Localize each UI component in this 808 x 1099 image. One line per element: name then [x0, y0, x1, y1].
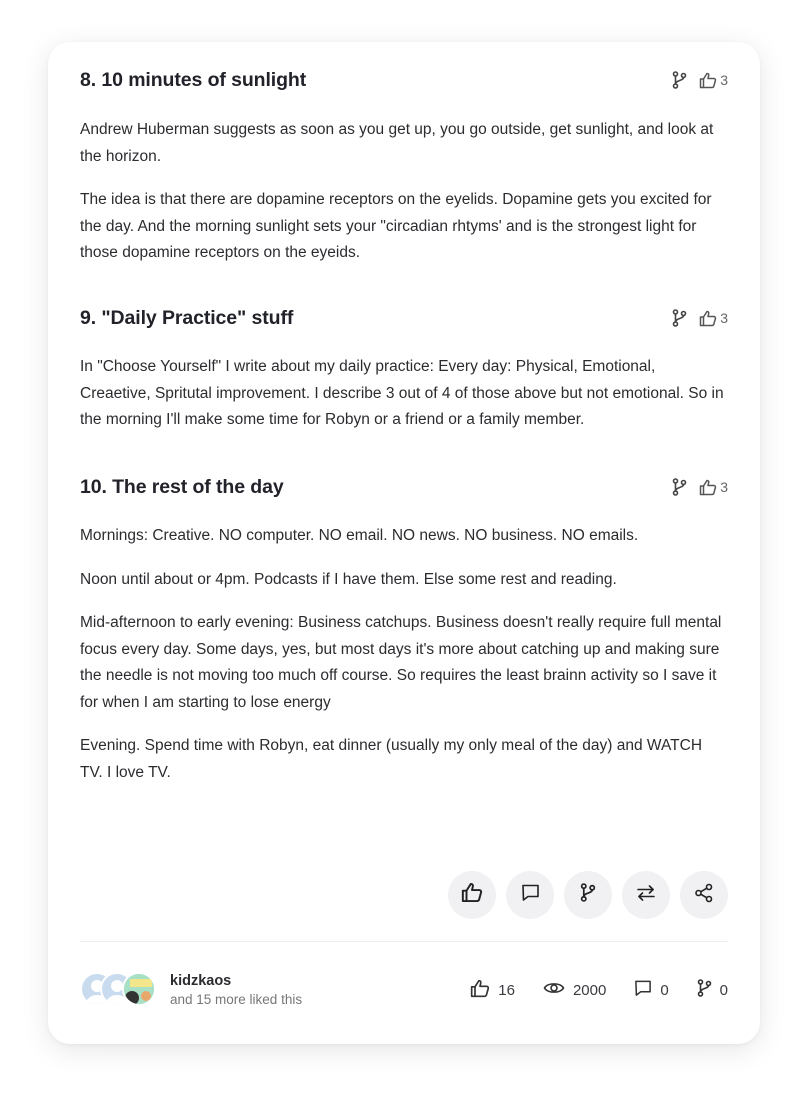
fork-icon[interactable]: [672, 71, 687, 89]
post-card: [48, 42, 760, 1044]
liker-avatars[interactable]: [80, 970, 160, 1010]
section-header: [80, 473, 728, 501]
liker-more[interactable]: and 15 more liked this: [170, 992, 303, 1007]
comment-icon: [634, 979, 652, 1001]
like-button[interactable]: [448, 871, 496, 919]
comment-button[interactable]: [506, 871, 554, 919]
section-actions: [672, 309, 728, 327]
paragraph: The idea is that there are dopamine receptors on the eyelids. Dopamine gets you excited for the day. And the morning sunlight sets your "circadian rhtyms' and is the strongest light for those dopamine receptors on the eyeids.: [80, 191, 712, 261]
section-actions: [672, 71, 728, 89]
section-header: [80, 66, 728, 94]
thumbs-up-icon: [699, 310, 717, 327]
section-like-count: 3: [720, 72, 728, 88]
section-like-count: 3: [720, 310, 728, 326]
repost-button[interactable]: [622, 871, 670, 919]
post-stats: [470, 979, 728, 1002]
eye-icon: [543, 980, 565, 1000]
section-like-button[interactable]: [699, 72, 728, 89]
thumbs-up-icon: [699, 479, 717, 496]
section-like-button[interactable]: [699, 479, 728, 496]
fork-icon[interactable]: [672, 309, 687, 327]
fork-icon: [697, 979, 712, 1001]
avatar: [122, 972, 156, 1006]
thumbs-up-icon: [470, 979, 490, 1002]
section-like-count: 3: [720, 479, 728, 495]
fork-icon: [580, 883, 596, 907]
liker-info: [170, 973, 302, 1007]
paragraph: Andrew Huberman suggests as soon as you get up, you go outside, get sunlight, and look at the horizon.: [80, 121, 714, 165]
paragraph: In "Choose Yourself" I write about my daily practice: Every day: Physical, Emotional, Creaetive, Spritutal improvement. I describe 3 out of 4 of those above but not emotional. So in the morning I'll make some time for Robyn or a friend or a family member.: [80, 358, 724, 428]
post-actions: [448, 871, 728, 919]
footer-divider: [80, 941, 728, 942]
paragraph: Mornings: Creative. NO computer. NO email. NO news. NO business. NO emails.: [80, 527, 639, 544]
section-title: 10. The rest of the day: [80, 475, 284, 498]
comments-stat[interactable]: [634, 979, 668, 1001]
likes-count: 16: [498, 981, 515, 999]
paragraph: Noon until about or 4pm. Podcasts if I have them. Else some rest and reading.: [80, 570, 617, 588]
likes-stat[interactable]: [470, 979, 515, 1002]
post-footer: [80, 968, 728, 1012]
section-9: [80, 304, 728, 434]
paragraph: Mid-afternoon to early evening: Business catchups. Business doesn't really require full mental focus every day. Some days, yes, but most days it's more about catching up and making sure the needle is not moving too much off course. So requires the least brainn activity so I save it for when I am starting to lose energy: [80, 614, 722, 711]
fork-button[interactable]: [564, 871, 612, 919]
section-8: [80, 66, 728, 267]
views-count: 2000: [572, 981, 607, 999]
comment-icon: [521, 883, 540, 907]
section-title: 8. 10 minutes of sunlight: [80, 68, 307, 91]
fork-icon[interactable]: [672, 478, 687, 496]
section-title: 9. "Daily Practice" stuff: [80, 306, 294, 329]
forks-stat[interactable]: [697, 979, 728, 1001]
likers: [80, 970, 302, 1010]
views-stat: [543, 980, 606, 1000]
comments-count: 0: [660, 981, 669, 999]
section-header: [80, 304, 728, 332]
forks-count: 0: [719, 981, 728, 999]
repost-icon: [636, 884, 656, 907]
share-button[interactable]: [680, 871, 728, 919]
liker-name[interactable]: kidzkaos: [170, 973, 232, 989]
thumbs-up-icon: [461, 882, 483, 908]
thumbs-up-icon: [699, 72, 717, 89]
paragraph: Evening. Spend time with Robyn, eat dinner (usually my only meal of the day) and WATCH TV. I love TV.: [80, 737, 703, 781]
section-like-button[interactable]: [699, 310, 728, 327]
section-actions: [672, 478, 728, 496]
share-icon: [694, 883, 714, 908]
section-10: [80, 473, 728, 786]
